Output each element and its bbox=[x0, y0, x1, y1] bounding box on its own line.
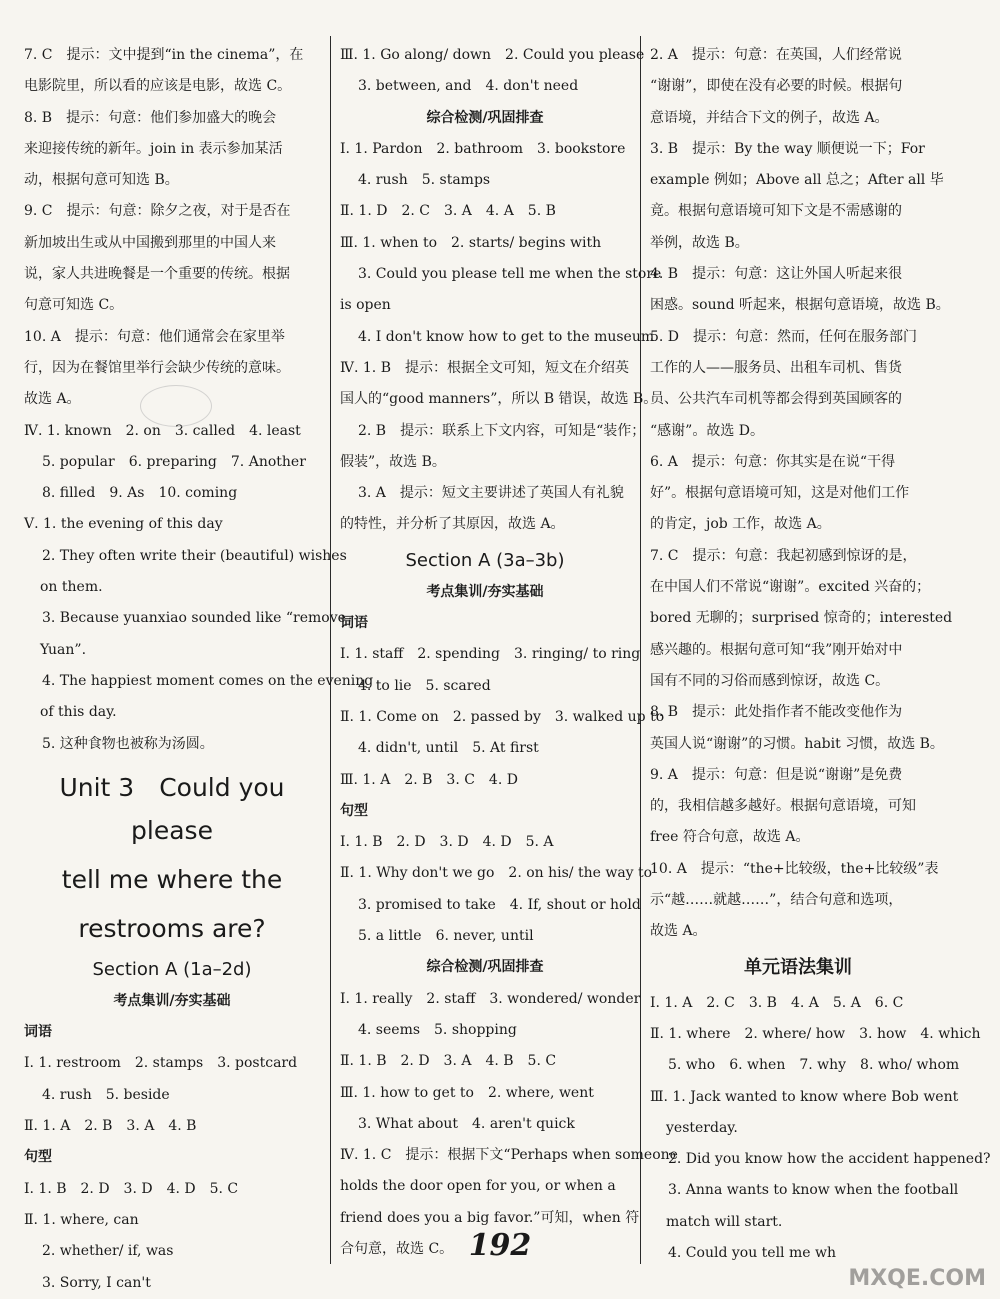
answer-line: 的，我相信越多越好。根据句意语境，可知 bbox=[650, 798, 916, 815]
answer-line: 故选 A。 bbox=[650, 923, 707, 940]
answer-line: example 例如；Above all 总之；After all 毕 bbox=[650, 172, 944, 189]
answer-line: 3. promised to take 4. If, shout or hold bbox=[358, 896, 641, 913]
subsection-heading: 考点集训/夯实基础 bbox=[113, 992, 231, 1009]
answer-line: 6. A 提示：句意：你其实是在说“干得 bbox=[650, 453, 896, 470]
answer-line: Ⅳ. 1. known 2. on 3. called 4. least bbox=[24, 422, 301, 439]
unit-title-line: Unit 3 Could you please bbox=[59, 772, 285, 845]
answer-line: 2. whether/ if, was bbox=[42, 1243, 174, 1260]
answer-line: Ⅲ. 1. how to get to 2. where, went bbox=[340, 1084, 594, 1101]
watermark-logo: MXQE.COM bbox=[848, 1266, 986, 1291]
answer-line: 行，因为在餐馆里举行会缺少传统的意味。 bbox=[24, 359, 290, 376]
column-divider bbox=[640, 36, 641, 1264]
section-title: Section A (3a–3b) bbox=[405, 549, 565, 571]
answer-line: 10. A 提示：句意：他们通常会在家里举 bbox=[24, 328, 285, 345]
answer-line: 3. Because yuanxiao sounded like “remove bbox=[42, 610, 346, 627]
answer-line: 好”。根据句意语境可知，这是对他们工作 bbox=[650, 485, 910, 502]
answer-line: 来迎接传统的新年。join in 表示参加某活 bbox=[24, 140, 283, 157]
answer-line: 5. 这种食物也被称为汤圆。 bbox=[42, 735, 214, 752]
page-number: 192 bbox=[468, 1228, 532, 1263]
answer-line: Ⅱ. 1. B 2. D 3. A 4. B 5. C bbox=[340, 1053, 557, 1070]
answer-line: Ⅰ. 1. restroom 2. stamps 3. postcard bbox=[24, 1055, 298, 1072]
column-right bbox=[650, 40, 991, 1269]
answer-line: Ⅰ. 1. B 2. D 3. D 4. D 5. A bbox=[340, 834, 554, 851]
answer-line: 动，根据句意可知选 B。 bbox=[24, 172, 179, 189]
answer-line: Ⅱ. 1. Come on 2. passed by 3. walked up to bbox=[340, 708, 665, 725]
answer-line: of this day. bbox=[40, 704, 117, 721]
answer-line: 意语境，并结合下文的例子，故选 A。 bbox=[650, 109, 889, 126]
answer-line: 2. B 提示：联系上下文内容，可知是“装作； bbox=[358, 422, 646, 439]
answer-line: 4. The happiest moment comes on the evening bbox=[42, 672, 374, 689]
answer-line: 4. rush 5. stamps bbox=[358, 172, 491, 189]
answer-line: 工作的人——服务员、出租车司机、售货 bbox=[650, 359, 902, 376]
answer-line: “谢谢”，即使在没有必要的时候。根据句 bbox=[650, 78, 903, 95]
answer-line: 英国人说“谢谢”的习惯。habit 习惯，故选 B。 bbox=[650, 735, 944, 752]
answer-line: Ⅲ. 1. A 2. B 3. C 4. D bbox=[340, 771, 518, 788]
answer-line: “感谢”。故选 D。 bbox=[650, 422, 764, 439]
answer-line: 举例，故选 B。 bbox=[650, 234, 749, 251]
answer-line: Ⅰ. 1. staff 2. spending 3. ringing/ to ring bbox=[340, 646, 641, 663]
answer-line: 员、公共汽车司机等都会得到英国顾客的 bbox=[650, 391, 902, 408]
answer-line: 2. Did you know how the accident happened? bbox=[668, 1151, 991, 1168]
answer-line: 4. to lie 5. scared bbox=[358, 677, 491, 694]
answer-line: 2. A 提示：句意：在英国，人们经常说 bbox=[650, 47, 902, 63]
answer-block bbox=[340, 577, 678, 1266]
answer-line: Ⅲ. 1. when to 2. starts/ begins with bbox=[340, 234, 602, 251]
answer-line: 3. B 提示：By the way 顺便说一下；For bbox=[650, 140, 925, 157]
answer-line: 竟。根据句意语境可知下文是不需感谢的 bbox=[650, 203, 902, 220]
answer-line: free 符合句意，故选 A。 bbox=[650, 829, 810, 846]
answer-line: 4. rush 5. beside bbox=[42, 1086, 170, 1103]
grammar-heading: 单元语法集训 bbox=[744, 956, 852, 978]
answer-line: Ⅱ. 1. A 2. B 3. A 4. B bbox=[24, 1118, 197, 1135]
answer-line: Ⅰ. 1. Pardon 2. bathroom 3. bookstore bbox=[340, 140, 626, 157]
answer-line: 8. B 提示：句意：他们参加盛大的晚会 bbox=[24, 109, 277, 126]
unit-title-line: restrooms are? bbox=[78, 913, 266, 943]
column-middle bbox=[340, 40, 678, 1265]
answer-line: 2. They often write their (beautiful) wishes bbox=[42, 547, 347, 564]
answer-line: 的肯定，job 工作，故选 A。 bbox=[650, 516, 831, 533]
answer-line: 7. C 提示：文中提到“in the cinema”，在 bbox=[24, 47, 304, 63]
answer-line: 电影院里，所以看的应该是电影，故选 C。 bbox=[24, 78, 292, 95]
answer-line: Ⅲ. 1. Go along/ down 2. Could you please bbox=[340, 47, 645, 63]
answer-line: 10. A 提示：“the+比较级，the+比较级”表 bbox=[650, 860, 939, 877]
answer-line: 3. between, and 4. don't need bbox=[358, 78, 579, 95]
answer-line: Ⅳ. 1. B 提示：根据全文可知，短文在介绍英 bbox=[340, 359, 629, 376]
answer-line: 9. C 提示：句意：除夕之夜，对于是否在 bbox=[24, 203, 291, 220]
answer-line: 5. D 提示：句意：然而，任何在服务部门 bbox=[650, 328, 918, 345]
answer-line: 国有不同的习俗而感到惊讶，故选 C。 bbox=[650, 672, 890, 689]
answer-line: Ⅱ. 1. where 2. where/ how 3. how 4. which bbox=[650, 1025, 981, 1042]
answer-line: 的特性，并分析了其原因，故选 A。 bbox=[340, 516, 565, 533]
answer-line: match will start. bbox=[666, 1213, 783, 1230]
category-label: 句型 bbox=[24, 1149, 52, 1166]
section-title: Section A (1a–2d) bbox=[92, 958, 252, 980]
subsection-heading: 综合检测/巩固排查 bbox=[426, 959, 544, 976]
answer-line: 假装”，故选 B。 bbox=[340, 453, 446, 470]
answer-line: 故选 A。 bbox=[24, 391, 81, 408]
answer-line: Ⅰ. 1. B 2. D 3. D 4. D 5. C bbox=[24, 1180, 239, 1197]
answer-line: 5. popular 6. preparing 7. Another bbox=[42, 453, 306, 470]
category-label: 词语 bbox=[340, 615, 368, 632]
answer-line: is open bbox=[340, 297, 391, 314]
answer-line: 3. A 提示：短文主要讲述了英国人有礼貌 bbox=[358, 485, 624, 502]
answer-line: Ⅰ. 1. really 2. staff 3. wondered/ wonder bbox=[340, 990, 641, 1007]
stamp-image bbox=[140, 385, 212, 427]
unit-title-line: tell me where the bbox=[61, 864, 283, 894]
answer-line: bored 无聊的；surprised 惊奇的；interested bbox=[650, 610, 953, 627]
answer-line: 4. Could you tell me wh bbox=[668, 1244, 836, 1261]
answer-line: Ⅱ. 1. D 2. C 3. A 4. A 5. B bbox=[340, 203, 556, 220]
answer-line: Ⅰ. 1. A 2. C 3. B 4. A 5. A 6. C bbox=[650, 994, 904, 1011]
answer-line: 困惑。sound 听起来，根据句意语境，故选 B。 bbox=[650, 297, 950, 314]
answer-line: 8. filled 9. As 10. coming bbox=[42, 485, 238, 502]
answer-line: 5. who 6. when 7. why 8. who/ whom bbox=[668, 1057, 960, 1074]
column-divider bbox=[330, 36, 331, 1264]
category-label: 词语 bbox=[24, 1024, 52, 1041]
answer-line: holds the door open for you, or when a bbox=[340, 1178, 616, 1195]
answer-line: 7. C 提示：句意：我起初感到惊讶的是， bbox=[650, 547, 917, 564]
answer-line: 3. Could you please tell me when the store bbox=[358, 266, 662, 283]
subsection-heading: 考点集训/夯实基础 bbox=[426, 583, 544, 600]
answer-line: yesterday. bbox=[666, 1119, 738, 1136]
answer-line: 感兴趣的。根据句意可知“我”刚开始对中 bbox=[650, 641, 903, 658]
answer-line: 3. Anna wants to know when the football bbox=[668, 1182, 959, 1199]
answer-line: Yuan”. bbox=[40, 641, 87, 658]
answer-line: 8. B 提示：此处指作者不能改变他作为 bbox=[650, 704, 903, 721]
answer-line: 示“越……就越……”，结合句意和选项， bbox=[650, 892, 903, 909]
subsection-heading: 综合检测/巩固排查 bbox=[426, 109, 544, 126]
answer-line: 4. I don't know how to get to the museum bbox=[358, 328, 655, 345]
unit-title bbox=[24, 766, 320, 950]
answer-block bbox=[650, 40, 953, 948]
answer-line: 在中国人们不常说“谢谢”。excited 兴奋的； bbox=[650, 579, 931, 596]
answer-line: 句意可知选 C。 bbox=[24, 297, 124, 314]
answer-line: 合句意，故选 C。 bbox=[340, 1240, 454, 1257]
category-label: 句型 bbox=[340, 802, 368, 819]
answer-line: 5. a little 6. never, until bbox=[358, 928, 534, 945]
answer-line: 4. seems 5. shopping bbox=[358, 1021, 517, 1038]
answer-line: Ⅴ. 1. the evening of this day bbox=[24, 516, 223, 533]
answer-line: friend does you a big favor.”可知，when 符 bbox=[340, 1209, 640, 1226]
answer-line: 4. B 提示：句意：这让外国人听起来很 bbox=[650, 266, 903, 283]
answer-line: 新加坡出生或从中国搬到那里的中国人来 bbox=[24, 234, 276, 251]
answer-line: 9. A 提示：句意：但是说“谢谢”是免费 bbox=[650, 766, 903, 783]
answer-line: on them. bbox=[40, 579, 103, 596]
answer-line: Ⅳ. 1. C 提示：根据下文“Perhaps when someone bbox=[340, 1147, 678, 1164]
answer-line: 国人的“good manners”，所以 B 错误，故选 B。 bbox=[340, 391, 658, 408]
answer-line: 说，家人共进晚餐是一个重要的传统。根据 bbox=[24, 266, 290, 283]
answer-line: 3. Sorry, I can't bbox=[42, 1274, 151, 1291]
answer-line: 3. What about 4. aren't quick bbox=[358, 1115, 575, 1132]
answer-line: Ⅲ. 1. Jack wanted to know where Bob went bbox=[650, 1088, 959, 1105]
answer-line: Ⅱ. 1. Why don't we go 2. on his/ the way to bbox=[340, 865, 653, 882]
answer-line: 4. didn't, until 5. At first bbox=[358, 740, 539, 757]
answer-line: Ⅱ. 1. where, can bbox=[24, 1211, 139, 1228]
answer-block bbox=[340, 40, 662, 541]
